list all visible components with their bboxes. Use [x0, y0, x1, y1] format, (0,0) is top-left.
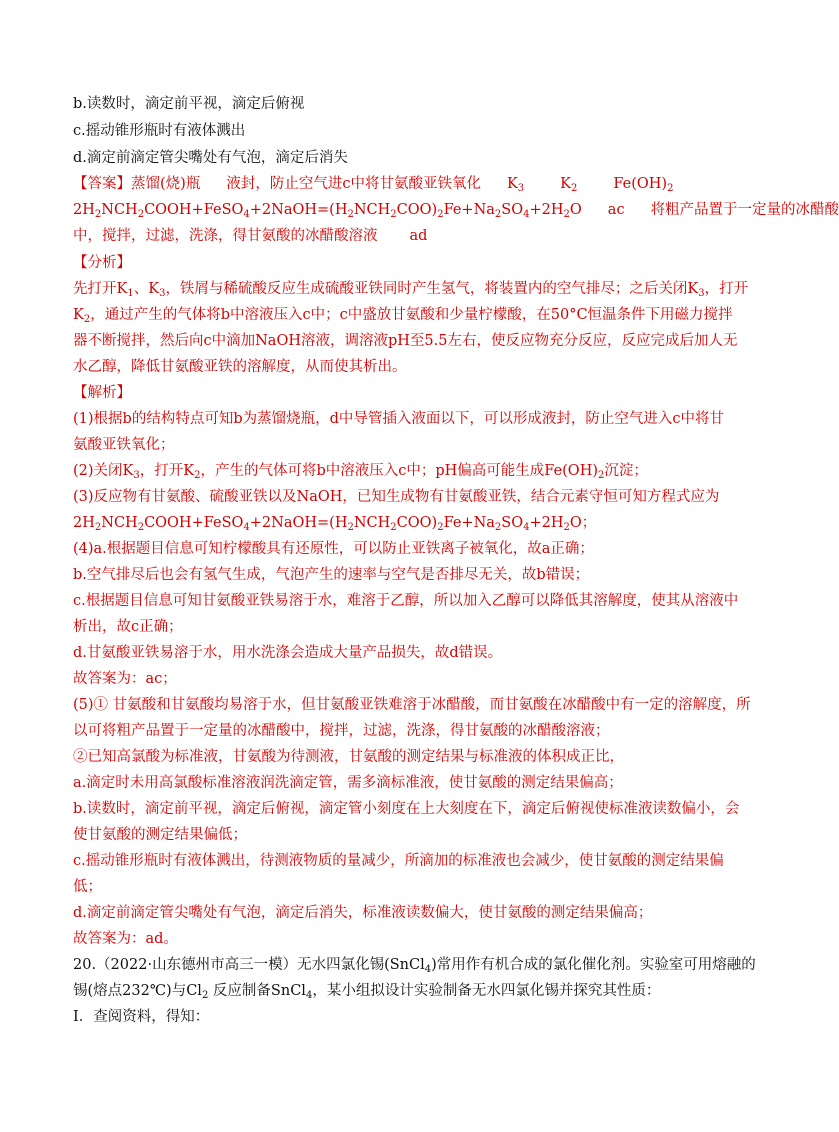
analysis-line-4: 水乙醇，降低甘氨酸亚铁的溶解度，从而使其析出。: [73, 359, 407, 375]
answer-line-1: 【答案】蒸馏(烧)瓶 液封，防止空气进c中将甘氨酸亚铁氧化 $K_3$ $K_2$ $Fe(OH)_2$: [73, 176, 674, 194]
option-b: b.读数时，滴定前平视，滴定后俯视: [73, 96, 305, 112]
explain-p4-d: d.甘氨酸亚铁易溶于水，用水洗涤会造成大量产品损失，故d错误。: [73, 645, 503, 661]
explain-p5-c-line-2: 低；: [73, 879, 102, 895]
q20-line-3: Ⅰ．查阅资料，得知：: [73, 1009, 210, 1025]
explain-p3-line-1: (3)反应物有甘氨酸、硫酸亚铁以及NaOH，已知生成物有甘氨酸亚铁，结合元素守恒可知方程式应为: [73, 489, 720, 505]
explain-p4-a: (4)a.根据题目信息可知柠檬酸具有还原性，可以防止亚铁离子被氧化，故a正确；: [73, 541, 594, 557]
explain-p5-b-line-1: b.读数时，滴定前平视，滴定后俯视，滴定管小刻度在上大刻度在下，滴定后俯视使标准液读数偏小，会: [73, 801, 740, 817]
explain-p4-answer: 故答案为：ac；: [73, 671, 177, 687]
explain-p5-b-line-2: 使甘氨酸的测定结果偏低；: [73, 827, 247, 843]
answer-equation: $2H_2NCH_2COOH+FeSO_4+2NaOH=(H_2NCH_2COO)_2Fe+Na_2SO_4+2H_2O$: [73, 202, 582, 220]
q20-line-2: 锡(熔点232℃)与$Cl_2$ 反应制备SnCl$_4$，某小组拟设计实验制备无水四氯化锡并探究其性质：: [73, 983, 661, 1001]
answer-line-3: 中，搅拌，过滤，洗涤，得甘氨酸的冰醋酸溶液 ad: [73, 228, 428, 244]
analysis-label: 【分析】: [73, 255, 131, 271]
explain-p4-c-line-2: 析出，故c正确；: [73, 619, 183, 635]
answer-line-2: $2H_2NCH_2COOH+FeSO_4+2NaOH=(H_2NCH_2COO)_2Fe+Na_2SO_4+2H_2O$ ac 将粗产品置于一定量的冰醋酸: [73, 202, 839, 220]
explain-label: 【解析】: [73, 385, 131, 401]
analysis-line-1: 先打开$K_1$、$K_3$，铁屑与稀硫酸反应生成硫酸亚铁同时产生氢气，将装置内的空气排尽；之后关闭$K_3$，打开: [73, 281, 749, 299]
explain-p1-line-2: 氨酸亚铁氧化；: [73, 437, 175, 453]
analysis-line-3: 器不断搅拌，然后向c中滴加NaOH溶液，调溶液pH至5.5左右，使反应物充分反应，反应完成后加人无: [73, 333, 738, 349]
q20-line-1: 20.（2022·山东德州市高三一模）无水四氯化锡(SnCl$_4$)常用作有机合成的氯化催化剂。实验室可用熔融的: [73, 957, 756, 975]
explain-p3-equation: $2H_2NCH_2COOH+FeSO_4+2NaOH=(H_2NCH_2COO)_2Fe+Na_2SO_4+2H_2O$；: [73, 515, 597, 533]
answer-label: 【答案】: [73, 176, 131, 192]
explain-p5-line-2: 以可将粗产品置于一定量的冰醋酸中，搅拌，过滤，洗涤，得甘氨酸的冰醋酸溶液；: [73, 723, 610, 739]
explain-p2: (2)关闭$K_3$，打开$K_2$，产生的气体可将b中溶液压入c中；pH偏高可能生成$Fe(OH)_2$沉淀；: [73, 463, 648, 481]
option-d: d.滴定前滴定管尖嘴处有气泡，滴定后消失: [73, 150, 348, 166]
explain-p5-line-1: (5)① 甘氨酸和甘氨酸均易溶于水，但甘氨酸亚铁难溶于冰醋酸，而甘氨酸在冰醋酸中有一定的溶解度，所: [73, 697, 751, 713]
explain-p1-line-1: (1)根据b的结构特点可知b为蒸馏烧瓶，d中导管插入液面以下，可以形成液封，防止空气进入c中将甘: [73, 411, 725, 427]
option-c: c.摇动锥形瓶时有液体溅出: [73, 123, 246, 139]
explain-p5-d: d.滴定前滴定管尖嘴处有气泡，滴定后消失，标准液读数偏大，使甘氨酸的测定结果偏高；: [73, 905, 653, 921]
explain-p5-answer: 故答案为：ad。: [73, 931, 178, 947]
explain-p4-c-line-1: c.根据题目信息可知甘氨酸亚铁易溶于水，难溶于乙醇，所以加入乙醇可以降低其溶解度，使其从溶液中: [73, 593, 739, 609]
explain-p5-c-line-1: c.摇动锥形瓶时有液体溅出，待测液物质的量减少，所滴加的标准液也会减少，使甘氨酸的测定结果偏: [73, 853, 724, 869]
explain-p5-a: a.滴定时未用高氯酸标准溶液润洗滴定管，需多滴标准液，使甘氨酸的测定结果偏高；: [73, 775, 623, 791]
explain-p5-line-3: ②已知高氯酸为标准液，甘氨酸为待测液，甘氨酸的测定结果与标准液的体积成正比，: [73, 749, 624, 765]
analysis-line-2: $K_2$，通过产生的气体将b中溶液压入c中；c中盛放甘氨酸和少量柠檬酸，在50°C恒温条件下用磁力搅拌: [73, 307, 733, 325]
explain-p4-b: b.空气排尽后也会有氢气生成，气泡产生的速率与空气是否排尽无关，故b错误；: [73, 567, 590, 583]
